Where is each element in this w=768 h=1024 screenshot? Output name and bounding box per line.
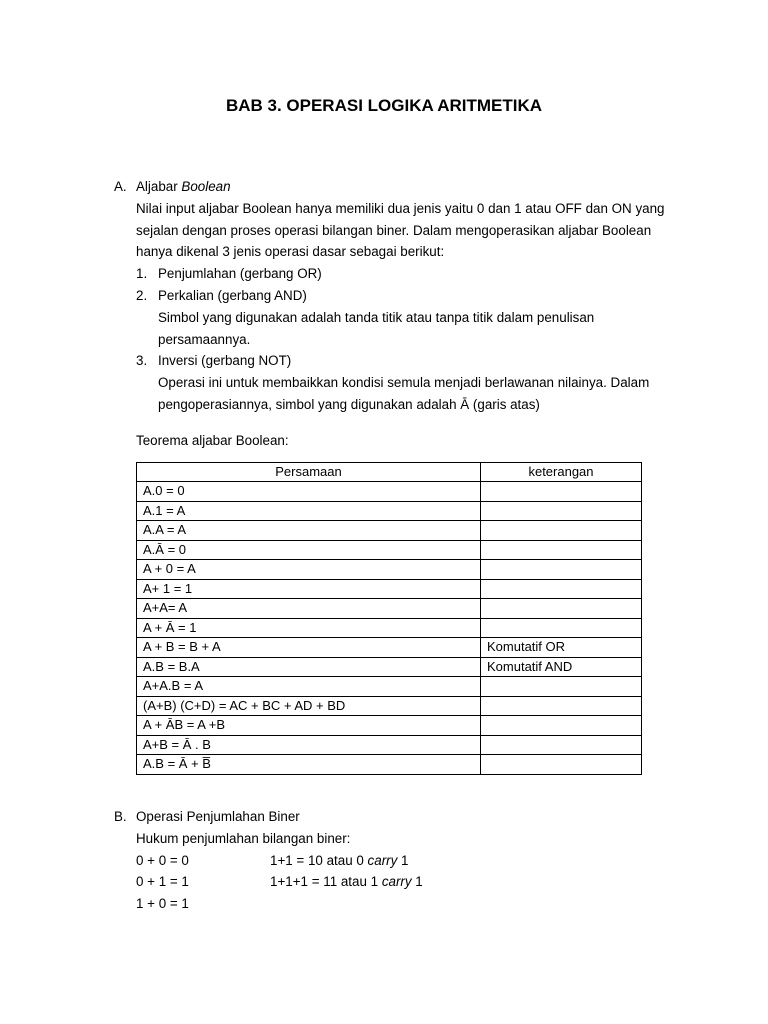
section-letter: A. — [114, 179, 127, 194]
theorem-table — [136, 462, 642, 775]
section-heading: Operasi Penjumlahan Biner — [136, 809, 300, 824]
equation-cell: A+A= A — [137, 599, 481, 619]
table-row — [137, 579, 642, 599]
carry-word: carry — [367, 852, 398, 868]
table-row — [137, 657, 642, 677]
section-a-heading — [114, 176, 694, 198]
table-row — [137, 618, 642, 638]
equation-cell: A.0 = 0 — [137, 482, 481, 502]
intro-line: hanya dikenal 3 jenis operasi dasar sebagai berikut: — [136, 244, 445, 260]
theorem-label: Teorema aljabar Boolean: — [136, 432, 289, 448]
column-header-keterangan: keterangan — [481, 462, 642, 482]
binary-rule-line — [114, 893, 694, 915]
table-row — [137, 696, 642, 716]
heading-italic-text: Boolean — [181, 179, 231, 194]
section-b — [114, 806, 694, 915]
list-text: Perkalian (gerbang AND) — [158, 287, 307, 303]
note-cell — [481, 579, 642, 599]
equation-cell: A+B = Ā . B — [137, 735, 481, 755]
column-header-persamaan: Persamaan — [137, 462, 481, 482]
list-detail: persamaannya. — [158, 331, 251, 347]
section-a — [114, 176, 694, 775]
binary-rule-left: 0 + 0 = 0 — [136, 852, 189, 868]
list-number: 2. — [136, 287, 148, 303]
note-cell — [481, 540, 642, 560]
note-cell — [481, 716, 642, 736]
equation-cell: A.B = B.A — [137, 657, 481, 677]
table-row — [137, 735, 642, 755]
note-cell — [481, 560, 642, 580]
note-cell — [481, 696, 642, 716]
note-cell: Komutatif OR — [481, 638, 642, 658]
section-letter: B. — [114, 809, 127, 824]
list-item — [114, 285, 694, 307]
table-row — [137, 501, 642, 521]
carry-word: carry — [381, 874, 412, 890]
list-detail: Operasi ini untuk membaikkan kondisi semula menjadi berlawanan nilainya. Dalam — [158, 375, 650, 391]
table-row — [137, 540, 642, 560]
note-cell — [481, 521, 642, 541]
equation-cell: A + B = B + A — [137, 638, 481, 658]
equation-cell: A.B = Ā + B̅ — [137, 755, 481, 775]
equation-cell: A.A = A — [137, 521, 481, 541]
table-row — [137, 482, 642, 502]
table-row — [137, 677, 642, 697]
binary-rule-left: 1 + 0 = 1 — [136, 896, 189, 912]
equation-cell: A + ĀB = A +B — [137, 716, 481, 736]
section-b-heading — [114, 806, 694, 828]
note-cell — [481, 599, 642, 619]
equation-cell: A + Ā = 1 — [137, 618, 481, 638]
binary-rule-tail: 1 — [411, 874, 423, 890]
table-row — [137, 599, 642, 619]
table-row — [137, 560, 642, 580]
equation-cell: A + 0 = A — [137, 560, 481, 580]
binary-rule-right: 1+1 = 10 atau 0 — [270, 852, 368, 868]
binary-rule-line — [114, 850, 694, 872]
binary-rule-right: 1+1+1 = 11 atau 1 — [270, 874, 382, 890]
list-text: Penjumlahan (gerbang OR) — [158, 266, 322, 282]
list-item — [114, 350, 694, 372]
page-title: BAB 3. OPERASI LOGIKA ARITMETIKA — [225, 96, 543, 115]
list-detail: Simbol yang digunakan adalah tanda titik atau tanpa titik dalam penulisan — [158, 309, 595, 325]
note-cell — [481, 735, 642, 755]
table-row — [137, 521, 642, 541]
equation-cell: (A+B) (C+D) = AC + BC + AD + BD — [137, 696, 481, 716]
equation-cell: A.Ā = 0 — [137, 540, 481, 560]
list-item — [114, 263, 694, 285]
binary-rule-line — [114, 871, 694, 893]
list-number: 1. — [136, 266, 148, 282]
list-number: 3. — [136, 353, 148, 369]
intro-line: sejalan dengan proses operasi bilangan biner. Dalam mengoperasikan aljabar Boolean — [136, 222, 652, 238]
note-cell — [481, 618, 642, 638]
list-text: Inversi (gerbang NOT) — [158, 353, 292, 369]
equation-cell: A.1 = A — [137, 501, 481, 521]
section-heading — [136, 176, 231, 198]
intro-line: Nilai input aljabar Boolean hanya memiliki dua jenis yaitu 0 dan 1 atau OFF dan ON yang — [136, 200, 665, 216]
note-cell — [481, 755, 642, 775]
table-row — [137, 716, 642, 736]
table-row — [137, 638, 642, 658]
heading-text: Aljabar — [136, 179, 182, 194]
note-cell — [481, 482, 642, 502]
table-row — [137, 755, 642, 775]
law-text: Hukum penjumlahan bilangan biner: — [136, 830, 351, 846]
note-cell: Komutatif AND — [481, 657, 642, 677]
table-header-row — [137, 462, 642, 482]
list-detail: pengoperasiannya, simbol yang digunakan adalah Ā (garis atas) — [158, 396, 540, 412]
equation-cell: A+ 1 = 1 — [137, 579, 481, 599]
binary-rule-tail: 1 — [397, 852, 409, 868]
binary-rule-left: 0 + 1 = 1 — [136, 874, 189, 890]
equation-cell: A+A.B = A — [137, 677, 481, 697]
note-cell — [481, 677, 642, 697]
note-cell — [481, 501, 642, 521]
